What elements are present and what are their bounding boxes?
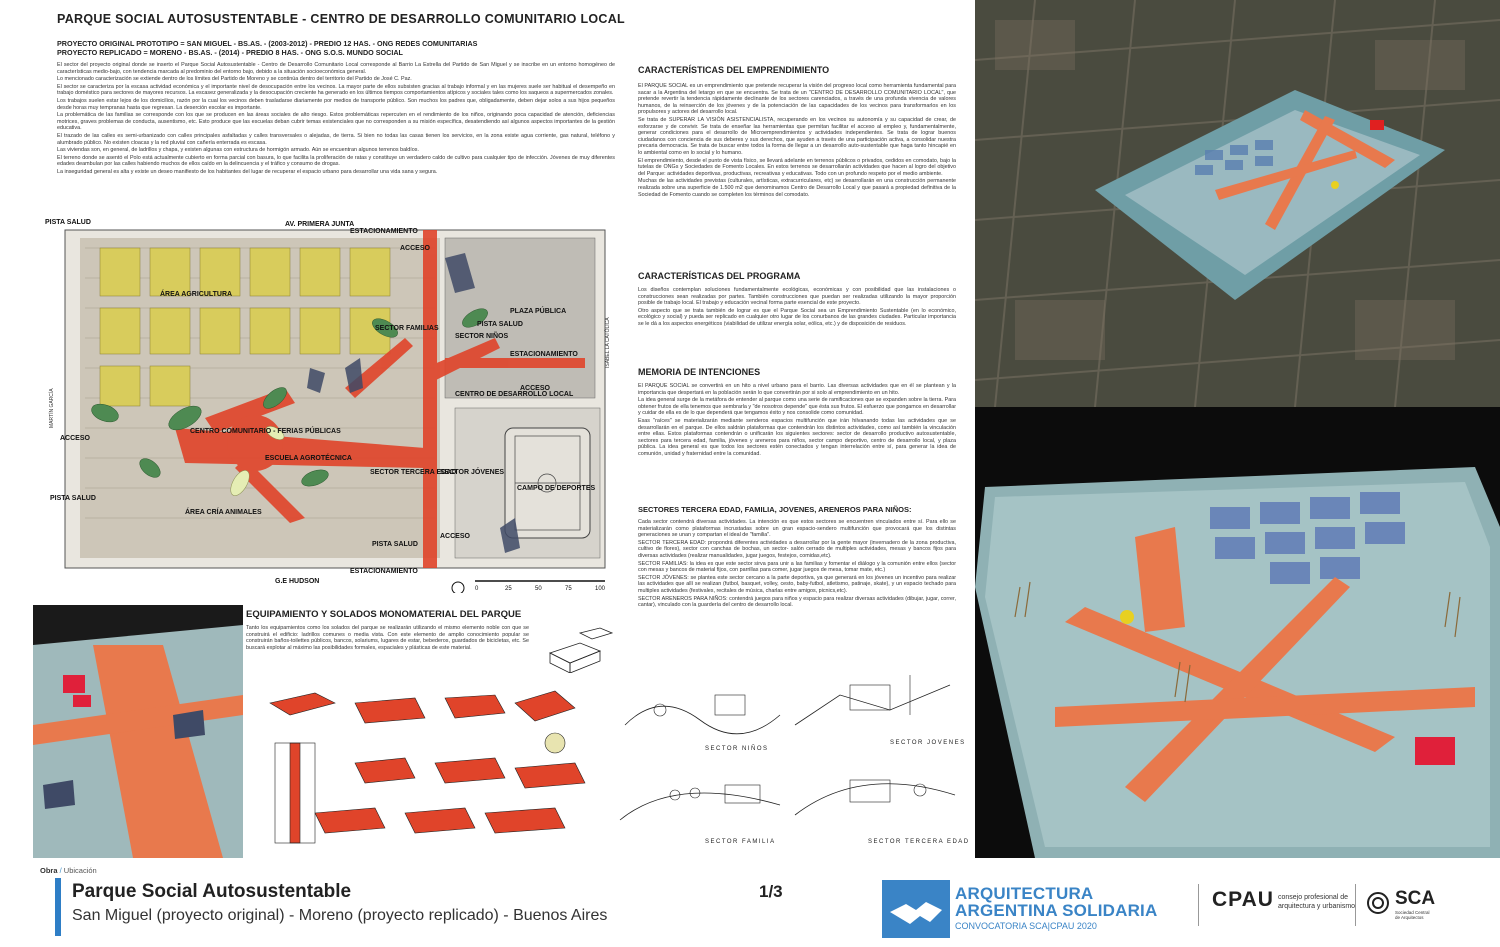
plan-label-jovenes: SECTOR JÓVENES — [440, 469, 505, 476]
sca-caption-2: de Arquitectos — [1395, 915, 1424, 920]
para: Otro aspecto que se trata también de lograr es que el Parque Social sea un Emprendimiento Sustentable (en lo económico, ecológico y social) y pueda ser replicado en cualquier otro lugar de los conurbanos de las grandes ciudades. Particular importancia se le dá a los aspectos energéticos (viabilidad de utilizar energía solar, eólica, etc.) y de disposición de residuos. — [638, 307, 956, 327]
sca-logo: SCA — [1395, 888, 1436, 909]
para: Cada sector contendrá diversas actividades. La intención es que estos sectores se encuentren vinculados entre sí. Para ello se materializarán como plataformas incrustadas sobre un gran espacio-sendero multifunción que provocará que los distintas generaciones se unan y compartan el ideal de "familia". — [638, 519, 956, 539]
intro-p: Lo mencionado caracterización se extiende dentro de los límites del Partido de Moreno y se continúa dentro del territorio del Partido de José C. Paz. — [57, 76, 412, 83]
scale-tick: 75 — [565, 586, 572, 592]
para: La idea general surge de la metáfora de entender al parque como una serie de ramificaciones que se expanden sobre la tierra. Para obtener frutos de ella tenemos que sembrarla y "de nosotros depende" que ésta sus frutos. El esfuerzo que pongamos en desarrollar y cuidar de ella es de lo que dependerá que tengamos éxito y nos consolide como comunidad. — [638, 397, 956, 417]
crumb-obra[interactable]: Obra — [40, 866, 58, 875]
project-subtitle: San Miguel (proyecto original) - Moreno (proyecto replicado) - Buenos Aires — [72, 907, 608, 924]
plan-label-estac-r: ESTACIONAMIENTO — [510, 351, 578, 358]
intro-p: El sector se caracteriza por la escasa actividad económica y el importante nivel de desocupación entre los vecinos. La mayor parte de ellos subsisten gracias al trabajo informal y en las mujeres suele ser habitual el desempeño en trabajo doméstico para sectores de mayores recursos. La escasez generalizada y la desocupación creciente ha generado en los últimos tiempos comportamientos atípicos y sociales tales como los saqueos a supermercados zonales. — [57, 83, 615, 97]
text-sectores — [638, 519, 956, 659]
label-sector-familia: SECTOR FAMILIA — [705, 839, 776, 845]
plan-street-left: MARTÍN GARCÍA — [49, 388, 55, 428]
plan-label-plaza: PLAZA PÚBLICA — [510, 308, 567, 315]
intro-p: El sector del proyecto original donde se inserto el Parque Social Autosustentable - Centro de Desarrollo Comunitario Local corresponde al Barrio La Estrella del Partido de San Miguel y se inscribe en un entorno homogéneo de características medio-bajo, con tendencia marcada al predominio del entorno bajo, debido a la situación socioeconómica general. — [57, 62, 615, 75]
plan-label-centro-comunitario: CENTRO COMUNITARIO - FERIAS PÚBLICAS — [190, 428, 341, 435]
aas-logo-line1: ARQUITECTURA — [955, 884, 1094, 903]
plan-label-acceso-l: ACCESO — [60, 435, 90, 442]
plan-label-agricultura: ÁREA AGRICULTURA — [160, 291, 233, 298]
plan-label-acceso-b: ACCESO — [440, 533, 470, 540]
plan-label-tercera: SECTOR TERCERA EDAD — [370, 469, 457, 476]
plan-label-cria: ÁREA CRÍA ANIMALES — [185, 509, 262, 516]
para: El emprendimiento, desde el punto de vista físico, se llevará adelante en terrenos públicos o privados, cedidos en comodato, bajo la tutelas de ONGs y Sociedades de Fomento Locales. En estos terrenos se desarrollarán actividades que hacen al logro del objetivo del Parque: actividades deportivas, productivas, recreativas y educativas. Todo con un profundo respeto por el medio ambiente. — [638, 157, 956, 177]
replica-line: PROYECTO REPLICADO = MORENO - BS.AS. - (2014) - PREDIO 8 HAS. - ONG S.O.S. MUNDO SOCIAL — [57, 48, 403, 57]
label-sector-tercera: SECTOR TERCERA EDAD — [868, 839, 970, 845]
intro-p: La problemática de las familias se corresponde con los que se producen en las áreas sociales de alto riesgo. Estos problemáticas repercuten en el rendimiento de los niños, originando poca capacidad de atención, deficiencias motrices, graves problemas de conducta, ausentismo, etc. Esto produce que las escuelas deban cubrir temas existenciales que no corresponden a su misión específica, desatendiendo así algunos aspectos importantes de la gestión educativa. — [57, 112, 615, 132]
cpau-caption-2: arquitectura y urbanismo — [1278, 903, 1356, 910]
text-memoria — [638, 383, 956, 495]
heading-emprendimiento: CARACTERÍSTICAS DEL EMPRENDIMIENTO — [638, 65, 830, 75]
scale-tick: 25 — [505, 586, 512, 592]
scale-tick: 100 — [595, 586, 606, 592]
aas-logo-line3: CONVOCATORIA SCA|CPAU 2020 — [955, 921, 1097, 931]
plan-label-acceso-r: ACCESO — [520, 385, 550, 392]
para: El PARQUE SOCIAL se convertirá en un hito a nivel urbano para el barrio. Las diversas actividades que en él se plantean y la importancia que despertará en la población serán lo que convertirán por si solo al emprendimiento en un hito. — [638, 383, 956, 396]
logo-divider — [1198, 884, 1199, 926]
heading-equipamiento: EQUIPAMIENTO Y SOLADOS MONOMATERIAL DEL PARQUE — [246, 609, 522, 620]
intro-p: Los trabajos suelen estar lejos de los domicilios, razón por la cual los vecinos deben trasladarse diariamente por medios de transporte público. Son muchos los padres que, obligadamente, deben dejar solos a sus hijos pequeños desde horas muy tempranas hasta que regresan. La deserción escolar es importante. — [57, 97, 615, 111]
site-plan — [45, 218, 615, 593]
intro-p: La inseguridad general es alta y existe un deseo manifiesto de los habitantes del lugar de recuperar el espacio urbano para desarrollar una vida sana y segura. — [57, 168, 438, 175]
intro-p: El trazado de las calles es semi-urbanizado con calles principales asfaltadas y calles transversales o alejadas, de tierra. Si bien no todas las casas tienen los servicios, en la zona existe agua corriente, gas natural, teléfono y alumbrado público. No existen cloacas y la red pluvial con cañería enterrada es escasa. — [57, 132, 615, 146]
plan-label-pista-b: PISTA SALUD — [372, 541, 418, 548]
plan-label-pista-c: PISTA SALUD — [477, 321, 523, 328]
page-indicator: 1/3 — [759, 882, 783, 901]
text-emprendimiento — [638, 83, 956, 263]
sca-logo-icon — [1366, 891, 1390, 915]
plan-label-ninos: SECTOR NIÑOS — [455, 333, 509, 340]
text-programa — [638, 287, 956, 355]
logo-divider — [1355, 884, 1356, 926]
sketch-sector-jovenes — [790, 665, 960, 740]
aerial-photo — [975, 0, 1500, 407]
heading-sectores: SECTORES TERCERA EDAD, FAMILIA, JOVENES, ARENEROS PARA NIÑOS: — [638, 505, 912, 514]
prototype-line: PROYECTO ORIGINAL PROTOTIPO = SAN MIGUEL - BS.AS. - (2003-2012) - PREDIO 12 HAS. - ONG REDES COMUNITARIAS — [57, 39, 478, 48]
plan-label-escuela: ESCUELA AGROTÉCNICA — [265, 455, 352, 462]
footer-accent-bar — [55, 878, 61, 936]
handshake-logo-icon — [882, 880, 950, 938]
sketch-sector-tercera — [790, 755, 960, 835]
para: SECTOR ARENEROS PARA NIÑOS: contendrá juegos para niños y espacio para realizar diversas actividades (dibujar, jugar, correr, cantar), vinculado con la guardería del centro de desarrollo local. — [638, 595, 956, 609]
model-photo-small — [33, 605, 243, 858]
plan-label-pista-tl: PISTA SALUD — [45, 219, 91, 226]
intro-text — [57, 62, 615, 214]
plan-street-bottom: G.E HUDSON — [275, 578, 320, 585]
equipment-sketches — [255, 673, 615, 858]
para: SECTOR FAMILIAS: la idea es que este sector sirva para unir a las familias y fomentar el diálogo y la comunión entre ellos (sector con mesas y bancos de material fijos, con parrillas para comer, jugar juegos de mesa, tomar mate, etc.) — [638, 560, 956, 574]
sketch-sector-ninos — [620, 670, 785, 745]
breadcrumb — [40, 866, 97, 875]
para: Los diseños contemplan soluciones fundamentalmente ecológicas, económicas y con posibilidad que las instalaciones o construcciones sean realizadas por partes. También construcciones que puedan ser realizadas utilizando la mayor proporción posible de trabajo local. El trabajo y educación vecinal forma parte esencial de este proyecto. — [638, 287, 956, 307]
plan-street-top: AV. PRIMERA JUNTA — [285, 221, 355, 228]
cpau-logo: CPAU — [1212, 888, 1274, 911]
plan-label-deportes: CAMPO DE DEPORTES — [517, 485, 596, 492]
label-sector-jovenes: SECTOR JOVENES — [890, 740, 966, 746]
para: Esas "raíces" se materializarán mediante senderos espacios multifunción que irán hilvanando todas las actividades que se desarrollarán en el parque. De ellos saldrán plataformas que contendrán los distintos actividades, como así también la vinculación entre ellas. Estos plataformas contendrán o unificarán los siguientes sectores: sector de desarrollo productivo autosustentable, sectores para tercera edad, familia, jóvenes y areneros para niños, sector campo deportivo, centro de desarrollo local, y plaza pública. La idea general es que todos los sectores estén conectados y tengan interrelación entre sí, para generar la idea de comunión, unidad y fraternidad entre la comunidad. — [638, 417, 956, 457]
plan-label-centro-desarrollo: CENTRO DE DESARROLLO LOCAL — [455, 391, 574, 398]
crumb-ubicacion[interactable]: Ubicación — [63, 866, 97, 875]
para: Muchas de las actividades previstas (culturales, artísticas, extracurriculares, etc) se desarrollarán en una construcción permanente realizada sobre una superficie de 1.500 m2 que denominamos Centro de Desarrollo Local y que pasará a propiedad definitiva de la Sociedad de Fomento cuando se completen los términos del comodato. — [638, 178, 956, 198]
north-arrow-icon — [452, 582, 464, 593]
cpau-caption-1: consejo profesional de — [1278, 894, 1349, 901]
intro-p: El terreno donde se asentó el Polo está actualmente cubierto en forma parcial con basura, lo que facilita la proliferación de ratas y constituye un verdadero caldo de cultivo para cualquier tipo de infección. Jóvenes de muy diferentes edades deambulan por las calles habiendo muchos de ellos caído en la delincuencia y el tráfico y consumo de drogas. — [57, 154, 615, 168]
plan-label-pista-bl: PISTA SALUD — [50, 495, 96, 502]
plan-street-right: ISABEL LA CATÓLICA — [605, 317, 611, 368]
crumb-separator: / — [59, 866, 62, 875]
para: El PARQUE SOCIAL es un emprendimiento que pretende recuperar la visión del progreso local como herramienta fundamental para sacar a la Argentina del letargo en que se encuentra. Se trata de un "CENTRO DE DESARROLLO COMUNITARIO LOCAL", que pretende revertir la tendencia rápidamente declinante de los sectores carenciados, a través de una profunda vivencia de valores humanos, de la reinserción de los jóvenes y de la potenciación de las capacidades de los vecinos para transformarlos en los propulsores y actores del desarrollo local. — [638, 83, 956, 116]
scale-tick: 0 — [475, 586, 479, 592]
para: Tanto los equipamientos como los solados del parque se realizarán utilizando el mismo elemento noble con que se construirá el edificio: ladrillos comunes o media vista. Con este elemento de amplio conocimiento popular se construirán baños-toilettes públicos, bancos, solariums, lugares de estar, bebederos, guardados de bicicletas, etc. Se buscará explotar al máximo las posibilidades formales, espaciales y plásticas de este material. — [246, 625, 529, 651]
label-sector-ninos: SECTOR NIÑOS — [705, 746, 769, 752]
plan-label-acceso-t: ACCESO — [400, 245, 430, 252]
sca-caption-1: Sociedad Central — [1395, 910, 1430, 915]
plan-label-estac-t: ESTACIONAMIENTO — [350, 228, 418, 235]
para: SECTOR TERCERA EDAD: propondrá diferentes actividades a desarrollar por la gente mayor (invernadero de la zona productiva, cultivo de flores), sector con canchas de bochas, un sector- salón cerrado de multiples actividades, mesas y bancos fijos para diversas actividades (realizar manualidades, jugar juegos, festejos, comidas,etc). — [638, 539, 956, 559]
sketch-sector-familia — [615, 755, 785, 835]
para: SECTOR JÓVENES: se plantea este sector cercano a la parte deportiva, ya que generará en los jóvenes un incentivo para realizar las actividades que allí se realizan (futbol, basquet, volley, cesto, baby-futbol, atletismo, patinaje, skate), y un espacio techado para multiples actividades (festivales, recitales de música, charlas entre amigos, picnics,etc). — [638, 574, 956, 594]
model-photo-large — [975, 407, 1500, 858]
heading-programa: CARACTERÍSTICAS DEL PROGRAMA — [638, 271, 801, 281]
plan-label-estac-b: ESTACIONAMIENTO — [350, 568, 418, 575]
intro-p: Las viviendas son, en general, de ladrillos y chapa, y existen algunas con estructura de hormigón armado. Aún se encuentran algunos terrenos baldíos. — [57, 147, 419, 154]
scale-tick: 50 — [535, 586, 542, 592]
text-equipamiento — [246, 625, 529, 671]
board-title: PARQUE SOCIAL AUTOSUSTENTABLE - CENTRO DE DESARROLLO COMUNITARIO LOCAL — [57, 12, 625, 26]
plan-label-familias: SECTOR FAMILIAS — [375, 325, 439, 332]
para: Se trata de SUPERAR LA VISIÓN ASISTENCIALISTA, recuperando en los vecinos su autonomía y su capacidad de crear, de esforzarse y de convivir. Se trata de enseñar las herramientas que permitan facilitar el acceso al empleo y, fundamentalmente, generar condiciones para el desarrollo de Microemprendimientos y actividades independientes. Se trata de lograr buenos ciudadanos con conciencia de sus deberes y sus derechos, que ayuden a través de una participación activa, a consolidar nuestra precaria democracia. Se trata de buscar entre todos la forma de llegar a un desarrollo auto-sustentable que haga tanto hincapié en lo ambiental como en lo social y lo humano. — [638, 116, 956, 156]
heading-memoria: MEMORIA DE INTENCIONES — [638, 367, 761, 377]
project-title: Parque Social Autosustentable — [72, 881, 352, 902]
footer — [0, 858, 1500, 947]
aas-logo-line2: ARGENTINA SOLIDARIA — [955, 901, 1158, 920]
